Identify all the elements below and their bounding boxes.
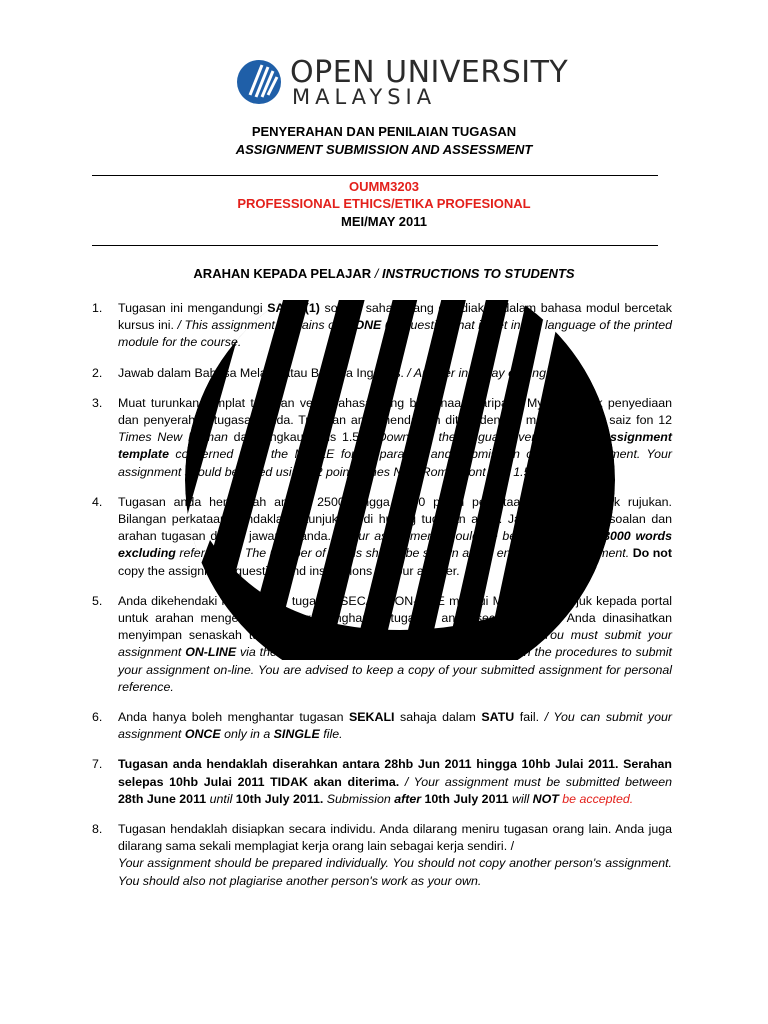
item-text: file. [319, 727, 343, 742]
item-text: be accepted. [558, 791, 634, 806]
item-number: 3. [92, 395, 103, 410]
list-item [92, 395, 672, 481]
item-text: after [394, 791, 422, 806]
item-text: 10th July 2011 [421, 791, 509, 806]
heading-separator: / [371, 266, 382, 281]
item-text: / Download the language version of the [368, 430, 604, 445]
item-text: SATU [481, 710, 515, 725]
item-text: references. The number of words should be shown at the end of your assignment. [175, 546, 633, 561]
semester: MEI/MAY 2011 [341, 214, 427, 229]
instructions-heading [0, 266, 768, 281]
list-item [92, 756, 672, 808]
logo-text-bottom: MALAYSIA [292, 85, 437, 109]
item-text: fail. [514, 710, 545, 725]
item-text: assignment template [118, 430, 672, 462]
item-text: 10th July 2011. [235, 791, 324, 806]
item-text: Tugasan anda hendaklah antara 2500 hingga 3000 patah perkataan tidak termasuk rujukan. Bilangan perkataan hendaklah ditunjukkan di hujung tugasan anda. Jangan menyalin soalan dan arahan tugasan dalam jawapan anda. [118, 494, 672, 544]
item-text: dan langkau baris 1.5. [227, 430, 369, 445]
item-text: question that is set in the language of the printed module for the course. [118, 318, 673, 350]
university-logo [236, 55, 569, 111]
item-text: Times New Roman [118, 430, 228, 445]
list-item [92, 709, 672, 743]
item-text: Submission [323, 791, 395, 806]
item-text: NOT [532, 791, 559, 806]
list-item [92, 300, 672, 352]
list-item [92, 821, 672, 890]
item-text: Tugasan anda hendaklah diserahkan antara 28hb Jun 2011 hingga 10hb Julai 2011. Serahan selepas 10hb Julai 2011 TIDAK akan diterima. [118, 757, 672, 789]
item-text: 2500 to 3000 words excluding [118, 529, 672, 561]
logo-mark-icon [236, 59, 282, 105]
item-text: concerned from the MyVLE for preparation and submission of your assignment. Your assignment should be typed using 12 point Times New Roman font and 1.5 line spacing. [118, 447, 672, 479]
item-text: via the MyVLE. Refer to the portal for instructions on the procedures to submit your assignment on-line. You are advised to keep a copy of your submitted assignment for personal reference. [118, 645, 672, 694]
item-text: Tugasan ini mengandungi [118, 301, 268, 315]
item-text: Anda dikehendaki menghantar tugasan SECARA ON-LINE melalui MyVLE. Sila rujuk kepada portal untuk arahan mengenai prosedur menghantar tugasan anda secara on-line. Anda dinasihatkan menyimpan senaskah tugasan yang diserahkan untuk rujukan sendiri. [118, 593, 672, 643]
item-number: 6. [92, 710, 103, 725]
item-text: soalan sahaja yang disediakan dalam bahasa modul bercetak kursus ini. [118, 301, 672, 333]
instruction-list [92, 300, 672, 903]
item-text: Your assignment should be prepared individually. You should not copy another person's assignment. You should also not plagiarise another person's work as your own. [118, 856, 672, 888]
item-text: Muat turunkan templat tugasan versi bahasa yang berkenaan daripada MyVLE untuk penyediaan dan penyerahan tugasan anda. Tugasan anda hendaklah ditaip dengan menggunakan saiz fon 12 [118, 395, 672, 428]
item-number: 7. [92, 757, 103, 772]
item-text: Tugasan hendaklah disiapkan secara individu. Anda dilarang meniru tugasan orang lain. Anda juga dilarang sama sekali memplagiat kerja orang lain sebagai kerja sendiri. / [118, 822, 672, 854]
divider-top [92, 175, 658, 176]
course-code: OUMM3203 [348, 179, 420, 194]
item-text: 28th June 2011 [118, 791, 207, 806]
list-item [92, 593, 672, 696]
heading-english: INSTRUCTIONS TO STUDENTS [381, 266, 575, 281]
item-number: 5. [92, 593, 103, 608]
title-english: ASSIGNMENT SUBMISSION AND ASSESSMENT [235, 142, 533, 157]
logo-text-top: OPEN UNIVERSITY [290, 55, 569, 90]
item-text: English. [520, 365, 568, 380]
heading-malay: ARAHAN KEPADA PELAJAR [193, 266, 372, 281]
item-number: 1. [92, 301, 103, 315]
item-text: ONE (1) [354, 318, 401, 333]
item-number: 8. [92, 822, 103, 837]
list-item [92, 365, 672, 382]
item-text: until [206, 791, 236, 806]
item-text: or [508, 365, 521, 380]
item-number: 4. [92, 494, 103, 509]
item-text: / You must submit your assignment [118, 628, 672, 660]
item-text: / This assignment contains only [177, 318, 355, 333]
list-item [92, 494, 672, 580]
item-number: 2. [92, 365, 103, 380]
item-text: only in a [220, 727, 274, 742]
item-text: Anda hanya boleh menghantar tugasan [118, 710, 350, 725]
item-text: ONCE [184, 727, 221, 742]
item-text: will [508, 791, 533, 806]
item-text: sahaja dalam [394, 710, 482, 725]
course-name: PROFESSIONAL ETHICS/ETIKA PROFESIONAL [237, 196, 531, 211]
item-text: ON-LINE [185, 645, 237, 660]
item-text: / Your assignment should be between [335, 529, 555, 544]
item-text: / Your assignment must be submitted between [404, 774, 672, 789]
divider-bottom [92, 245, 658, 246]
item-text: Do not [632, 546, 672, 561]
item-text: SATU (1) [267, 301, 320, 315]
item-text: Jawab dalam Bahasa Melayu atau Bahasa Inggeris. [118, 365, 408, 380]
item-text: copy the assignment question and instructions to your answer. [118, 563, 460, 578]
item-text: / Answer in Malay [407, 365, 509, 380]
item-text: / You can submit your assignment [118, 710, 673, 742]
item-text: SINGLE [273, 727, 320, 742]
title-malay: PENYERAHAN DAN PENILAIAN TUGASAN [251, 124, 517, 139]
item-text: SEKALI [349, 710, 395, 725]
